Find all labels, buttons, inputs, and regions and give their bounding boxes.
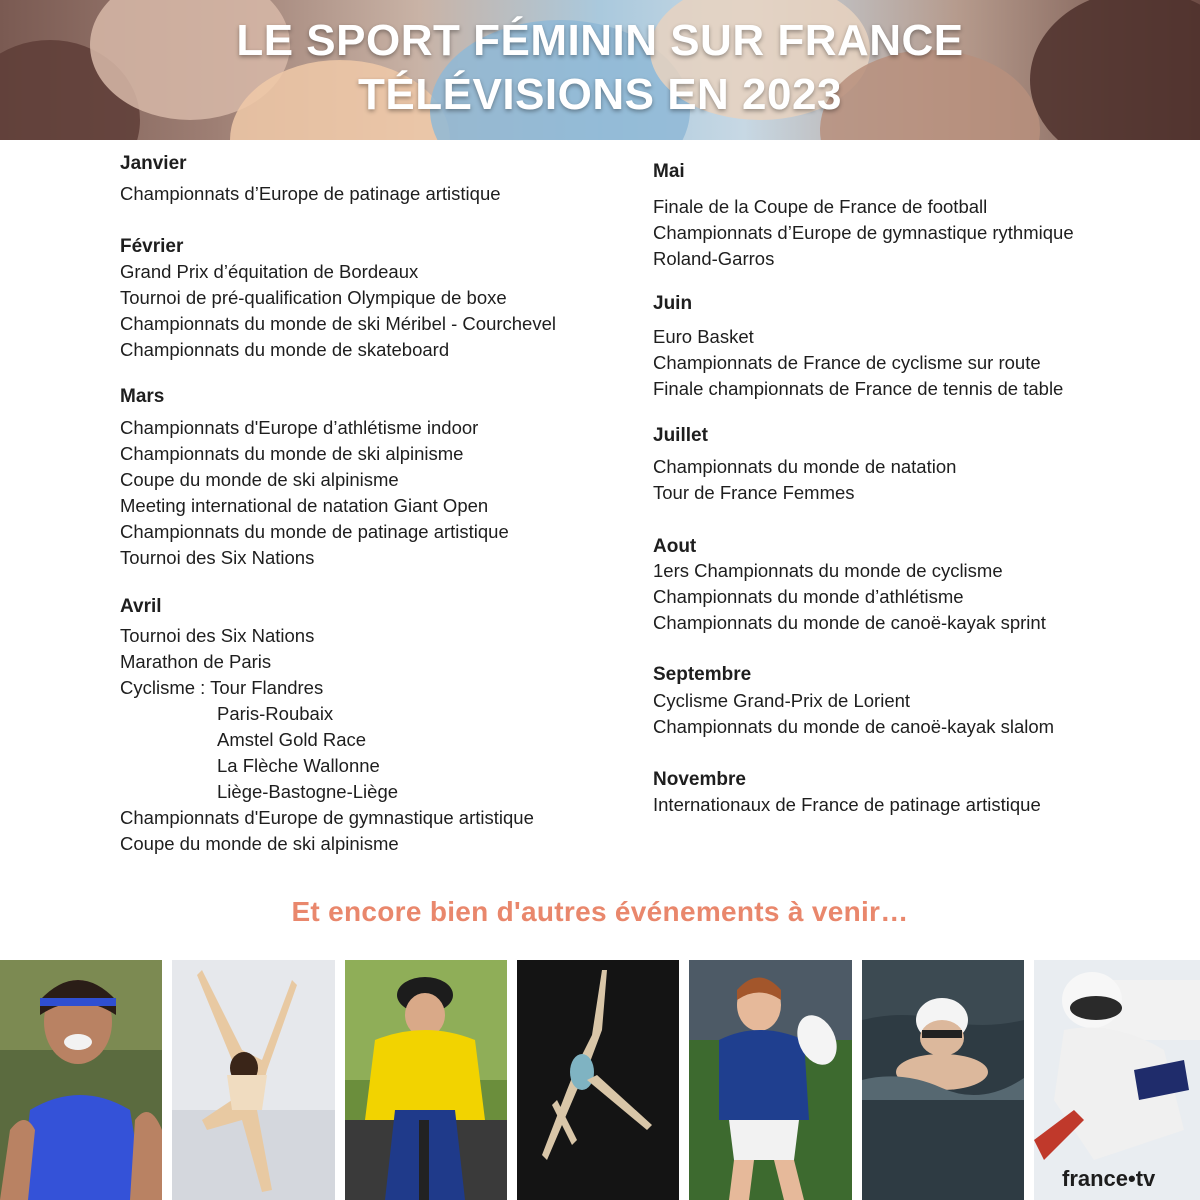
skier-photo [1034,960,1200,1200]
event-item: Championnats du monde de skateboard [120,339,450,360]
event-item: Championnats d’Europe de patinage artistique [120,183,501,204]
month-septembre: Septembre [653,664,752,685]
month-mars: Mars [120,386,165,407]
event-item: 1ers Championnats du monde de cyclisme [653,560,1003,581]
event-item: Championnats d'Europe de gymnastique artistique [120,807,534,828]
event-item: Tournoi des Six Nations [120,547,315,568]
event-item: Finale de la Coupe de France de football [653,196,988,217]
event-item: La Flèche Wallonne [217,755,380,776]
header-banner [0,0,1200,140]
tennis-player-photo [0,960,162,1200]
event-item: Paris-Roubaix [217,703,334,724]
title-line-1: LE SPORT FÉMININ SUR FRANCE [236,16,964,65]
event-item: Grand Prix d’équitation de Bordeaux [120,261,419,282]
event-item: Coupe du monde de ski alpinisme [120,469,399,490]
month-avril: Avril [120,596,162,617]
event-item: Championnats du monde de canoë-kayak sprint [653,612,1046,633]
month-fevrier: Février [120,236,184,257]
event-item: Championnats du monde de natation [653,456,957,477]
cyclist-photo [345,960,507,1200]
footer-note: Et encore bien d'autres événements à venir… [291,896,909,927]
event-item: Tour de France Femmes [653,482,855,503]
event-item: Internationaux de France de patinage artistique [653,794,1041,815]
event-item: Euro Basket [653,326,754,347]
event-item: Meeting international de natation Giant Open [120,495,489,516]
event-item: Coupe du monde de ski alpinisme [120,833,399,854]
event-item: Championnats d’Europe de gymnastique rythmique [653,222,1074,243]
event-item: Tournoi de pré-qualification Olympique de boxe [120,287,507,308]
month-juillet: Juillet [653,425,708,446]
event-item: Tournoi des Six Nations [120,625,315,646]
month-juin: Juin [653,293,693,314]
event-item: Championnats du monde de ski Méribel - Courchevel [120,313,556,334]
event-item: Amstel Gold Race [217,729,367,750]
event-item: Championnats du monde de canoë-kayak slalom [653,716,1055,737]
month-janvier: Janvier [120,153,187,174]
event-item: Championnats de France de cyclisme sur route [653,352,1041,373]
event-item: Marathon de Paris [120,651,272,672]
event-item: Roland-Garros [653,248,775,269]
event-item: Cyclisme Grand-Prix de Lorient [653,690,911,711]
event-item: Championnats du monde d’athlétisme [653,586,964,607]
event-item: Cyclisme : Tour Flandres [120,677,324,698]
event-item: Liège-Bastogne-Liège [217,781,399,802]
month-mai: Mai [653,161,685,182]
swimmer-photo [862,960,1024,1200]
rugby-player-photo [689,960,852,1200]
month-novembre: Novembre [653,769,746,790]
event-item: Championnats d'Europe d’athlétisme indoor [120,417,479,438]
title-line-2: TÉLÉVISIONS EN 2023 [358,70,842,119]
gymnast-photo [517,960,679,1200]
page-title [0,14,1200,122]
month-aout: Aout [653,536,697,557]
event-item: Finale championnats de France de tennis de table [653,378,1064,399]
france-tv-logo: france•tv [1062,1166,1156,1191]
figure-skater-photo [172,960,335,1200]
event-item: Championnats du monde de patinage artistique [120,521,509,542]
event-item: Championnats du monde de ski alpinisme [120,443,464,464]
